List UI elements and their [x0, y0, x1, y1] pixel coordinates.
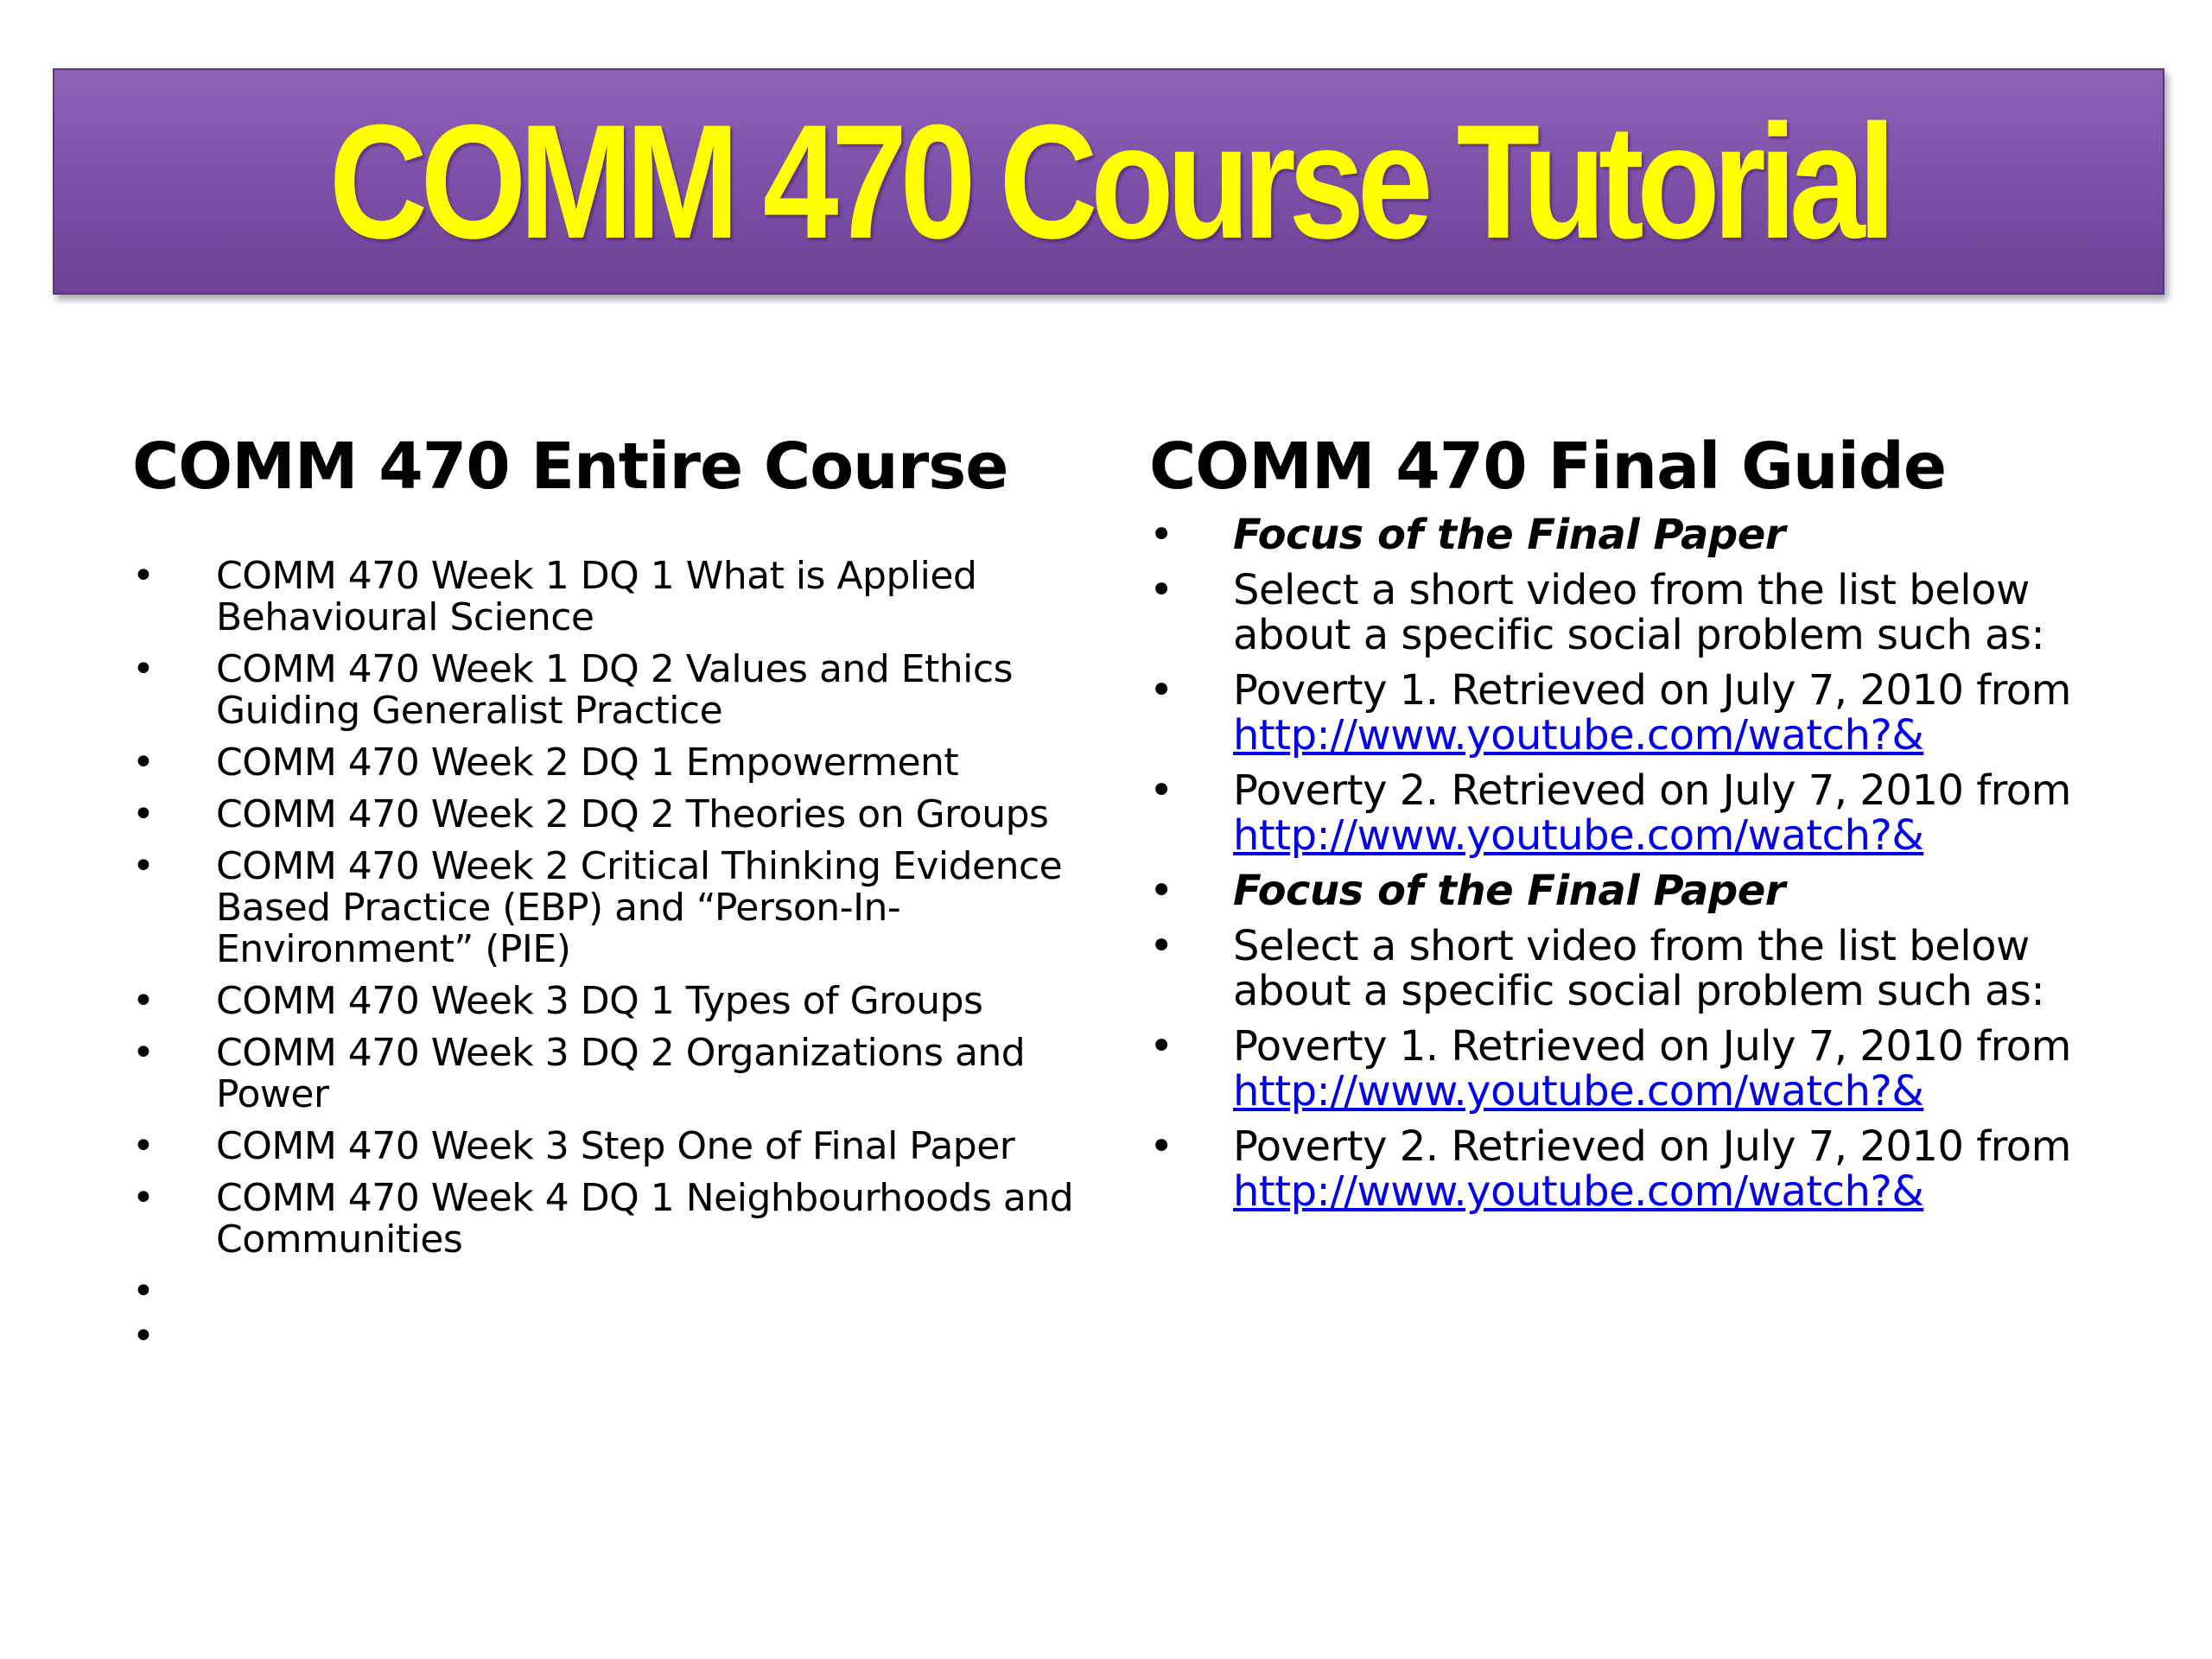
list-item — [1149, 766, 2143, 861]
final-guide-heading: COMM 470 Final Guide — [1149, 429, 1947, 504]
empty-list-item — [132, 1316, 1083, 1357]
list-item — [1149, 1024, 2143, 1114]
list-item — [1149, 867, 2143, 916]
final-guide-column — [1149, 429, 2143, 1224]
list-item — [1149, 568, 2143, 658]
video-link[interactable]: http://www.youtube.com/watch?& — [1233, 1067, 1924, 1116]
list-item: • COMM 470 Week 3 DQ 1 Types of Groups — [132, 981, 1083, 1022]
list-item: • COMM 470 Week 3 Step One of Final Paper — [132, 1126, 1083, 1167]
list-item: • COMM 470 Week 1 DQ 1 What is Applied Behavioural Science — [132, 556, 1083, 639]
item-text: Select a short video from the list below about a specific social problem such as: — [1233, 922, 2045, 1016]
list-item — [1149, 668, 2143, 758]
list-item: • COMM 470 Week 3 DQ 2 Organizations and Power — [132, 1033, 1083, 1116]
list-item: • COMM 470 Week 2 DQ 1 Empowerment — [132, 742, 1083, 784]
list-item — [1149, 924, 2143, 1014]
empty-list-item — [132, 1271, 1083, 1313]
slide-title: COMM 470 Course Tutorial — [328, 91, 1889, 272]
video-link[interactable]: http://www.youtube.com/watch?& — [1233, 711, 1924, 760]
entire-course-column — [132, 429, 1083, 1361]
list-item: • COMM 470 Week 2 DQ 2 Theories on Groups — [132, 794, 1083, 836]
list-item: • COMM 470 Week 1 DQ 2 Values and Ethics Guiding Generalist Practice — [132, 649, 1083, 732]
item-text: Poverty 2. Retrieved on July 7, 2010 from — [1233, 1122, 2071, 1172]
focus-heading: Focus of the Final Paper — [1233, 511, 1785, 560]
video-link[interactable]: http://www.youtube.com/watch?& — [1233, 811, 1924, 861]
final-guide-list — [1149, 511, 2143, 1217]
list-item — [1149, 511, 2143, 560]
list-item: • COMM 470 Week 4 DQ 1 Neighbourhoods and Communities — [132, 1178, 1083, 1261]
item-text: Select a short video from the list below about a specific social problem such as: — [1233, 566, 2045, 660]
item-text: Poverty 2. Retrieved on July 7, 2010 from — [1233, 766, 2071, 816]
video-link[interactable]: http://www.youtube.com/watch?& — [1233, 1167, 1924, 1217]
list-item: • COMM 470 Week 2 Critical Thinking Evidence Based Practice (EBP) and “Person-In-Environment” (PIE) — [132, 846, 1083, 970]
list-item — [1149, 1122, 2143, 1217]
entire-course-list — [132, 556, 1083, 1357]
entire-course-heading: COMM 470 Entire Course — [132, 429, 1008, 504]
item-text: Poverty 1. Retrieved on July 7, 2010 from — [1233, 1022, 2071, 1071]
focus-heading: Focus of the Final Paper — [1233, 867, 1785, 916]
title-banner — [53, 68, 2164, 295]
item-text: Poverty 1. Retrieved on July 7, 2010 from — [1233, 666, 2071, 715]
